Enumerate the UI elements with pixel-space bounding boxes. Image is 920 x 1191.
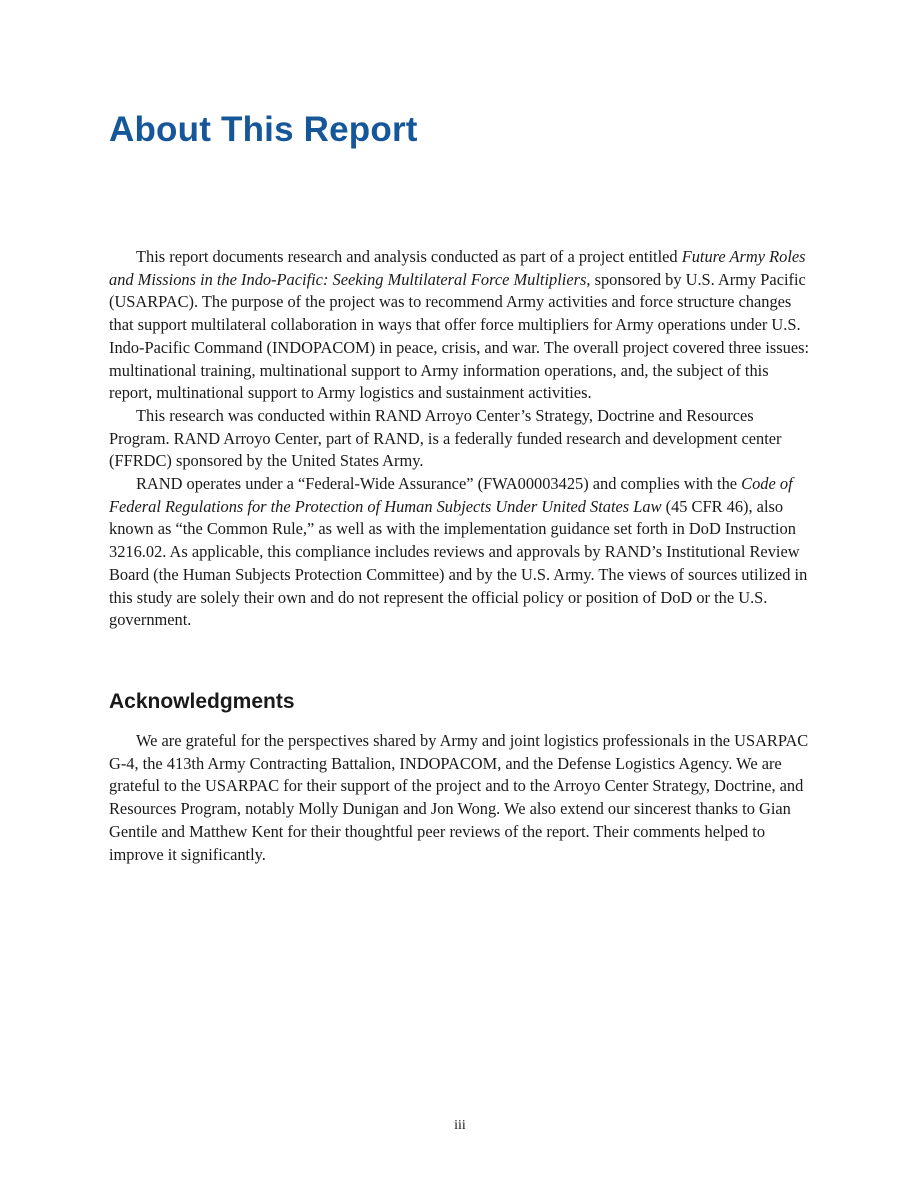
- page-title: About This Report: [109, 110, 418, 149]
- regulation-title: Code of Federal Regulations for the Protection of Human Subjects Under United States Law: [109, 474, 793, 516]
- about-paragraph-3: [109, 473, 814, 632]
- about-p1-text-start: This report documents research and analysis conducted as part of a project entitled: [136, 247, 682, 266]
- project-title: Future Army Roles and Missions in the Indo-Pacific: Seeking Multilateral Force Multipliers: [109, 247, 806, 289]
- about-p3-text-end: (45 CFR 46), also known as “the Common Rule,” as well as with the implementation guidance set forth in DoD Instruction 3216.02. As applicable, this compliance includes reviews and approvals by RAND’s Institutional Review Board (the Human Subjects Protection Committee) and by the U.S. Army. The views of sources utilized in this study are solely their own and do not represent the official policy or position of DoD or the U.S. government.: [109, 496, 808, 630]
- page-number: iii: [454, 1118, 466, 1133]
- about-p3-text-start: RAND operates under a “Federal-Wide Assurance” (FWA00003425) and complies with the: [136, 474, 742, 494]
- about-section: [109, 246, 814, 632]
- about-p1-text-end: , sponsored by U.S. Army Pacific (USARPAC). The purpose of the project was to recommend Army activities and force structure changes that support multilateral collaboration in ways that offer force multipliers for Army operations under U.S. Indo-Pacific Command (INDOPACOM) in peace, crisis, and war. The overall project covered three issues: multinational training, multinational support to Army information operations, and, the subject of this report, multinational support to Army logistics and sustainment activities.: [109, 269, 810, 403]
- acknowledgments-heading: Acknowledgments: [109, 690, 295, 713]
- about-paragraph-2: This research was conducted within RAND Arroyo Center’s Strategy, Doctrine and Resources Program. RAND Arroyo Center, part of RAND, is a federally funded research and development center (FFRDC) sponsored by the United States Army.: [109, 405, 782, 471]
- about-paragraph-1: [109, 246, 814, 405]
- acknowledgments-paragraph: We are grateful for the perspectives shared by Army and joint logistics professionals in the USARPAC G-4, the 413th Army Contracting Battalion, INDOPACOM, and the Defense Logistics Agency. We are grateful to the USARPAC for their support of the project and to the Arroyo Center Strategy, Doctrine, and Resources Program, notably Molly Dunigan and Jon Wong. We also extend our sincerest thanks to Gian Gentile and Matthew Kent for their thoughtful peer reviews of the report. Their comments helped to improve it significantly.: [109, 731, 809, 864]
- acknowledgments-section: [109, 730, 814, 866]
